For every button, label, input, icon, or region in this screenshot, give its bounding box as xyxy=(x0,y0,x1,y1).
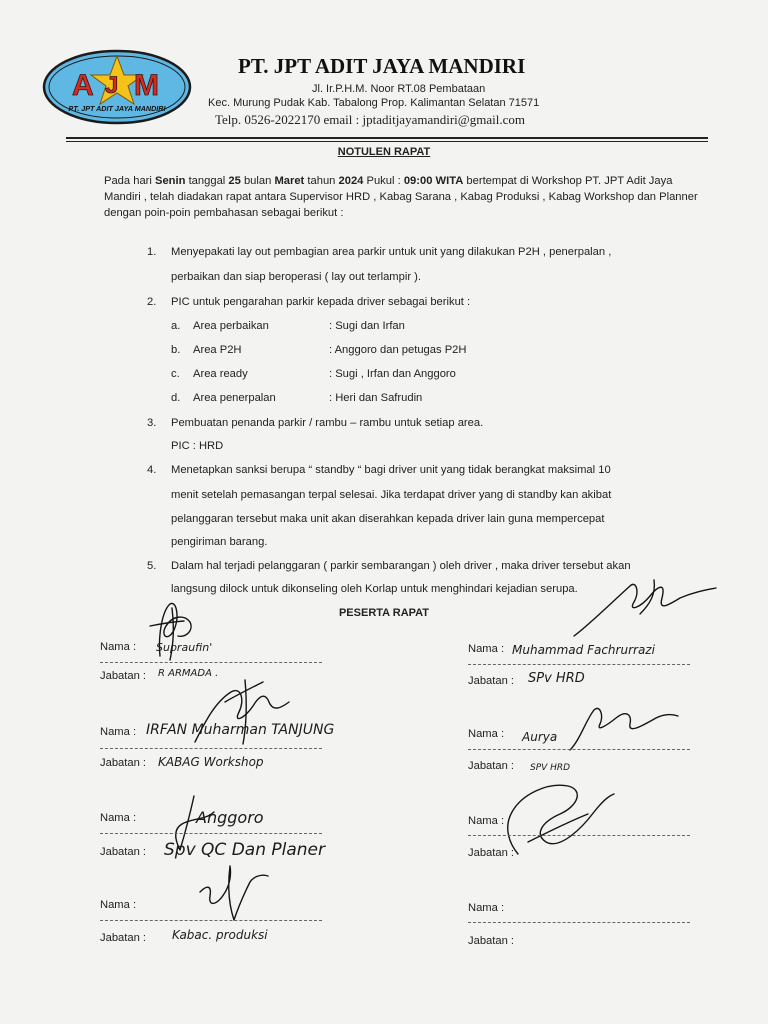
name-line xyxy=(100,662,322,663)
position-label: Jabatan : xyxy=(100,846,147,858)
svg-text:M: M xyxy=(134,69,159,102)
list-item-continued: menit setelah pemasangan terpal selesai. Jika terdapat driver yang di standby kan akibat xyxy=(171,489,612,501)
intro-paragraph: Pada hari Senin tanggal 25 bulan Maret tahun 2024 Pukul : 09:00 WITA bertempat di Workshop PT. JPT Adit Jaya Mandiri , telah diadakan rapat antara Supervisor HRD , Kabag Sarana , Kabag Produksi , Kabag Workshop dan Planner dengan poin-poin pembahasan sebagai berikut : xyxy=(104,175,698,219)
header-rule xyxy=(66,137,708,139)
contact-line: Telp. 0526-2022170 email : jptaditjayamandiri@gmail.com xyxy=(215,112,525,127)
list-item: Pembuatan penanda parkir / rambu – rambu untuk setiap area. xyxy=(171,417,484,429)
svg-text:A: A xyxy=(72,69,94,102)
position-label: Jabatan : xyxy=(100,670,147,682)
sub-item-letter: d. xyxy=(171,392,181,404)
name-line xyxy=(468,835,690,836)
name-label: Nama : xyxy=(468,815,505,827)
participant-name: Aurya xyxy=(522,730,558,744)
position-label: Jabatan : xyxy=(468,935,515,947)
participant-position: Spv QC Dan Planer xyxy=(164,840,326,860)
participant-name: IRFAN Muharman TANJUNG xyxy=(146,722,335,738)
list-item-continued: pelanggaran tersebut maka unit akan diserahkan kepada driver lain guna mempercepat xyxy=(171,513,605,525)
sub-item-pic: : Anggoro dan petugas P2H xyxy=(329,344,467,356)
position-label: Jabatan : xyxy=(100,757,147,769)
name-label: Nama : xyxy=(100,641,137,653)
document-title: NOTULEN RAPAT xyxy=(337,146,431,158)
item-number: 1. xyxy=(147,246,157,258)
name-label: Nama : xyxy=(468,728,505,740)
sub-item-pic: : Heri dan Safrudin xyxy=(329,392,423,404)
sub-item-letter: a. xyxy=(171,320,181,332)
name-label: Nama : xyxy=(100,812,137,824)
sub-item-area: Area P2H xyxy=(193,344,242,356)
name-line xyxy=(468,922,690,923)
list-item-continued: langsung dilock untuk dikonseling oleh Korlap untuk menghindari kejadian serupa. xyxy=(171,583,578,595)
participant-position: R ARMADA . xyxy=(158,668,219,679)
participant-name: Supraufin' xyxy=(156,641,213,654)
header-rule-thin xyxy=(66,141,708,142)
participant-position: SPv HRD xyxy=(528,671,585,686)
item-number: 5. xyxy=(147,560,157,572)
address-line-1: Jl. Ir.P.H.M. Noor RT.08 Pembataan xyxy=(312,83,486,95)
intro-month: Maret xyxy=(274,175,305,187)
sub-item-area: Area penerpalan xyxy=(193,392,276,404)
list-item: Menetapkan sanksi berupa “ standby “ bagi driver unit yang tidak berangkat maksimal 10 xyxy=(171,464,611,476)
participant-position: SPV HRD xyxy=(530,763,571,773)
item-number: 2. xyxy=(147,296,157,308)
logo-subtext: PT. JPT ADIT JAYA MANDIRI xyxy=(68,104,166,113)
address-line-2: Kec. Murung Pudak Kab. Tabalong Prop. Kalimantan Selatan 71571 xyxy=(208,97,540,109)
position-label: Jabatan : xyxy=(468,847,515,859)
sub-item-area: Area ready xyxy=(193,368,248,380)
svg-text:J: J xyxy=(105,72,119,99)
sub-item-area: Area perbaikan xyxy=(193,320,269,332)
signature-image xyxy=(140,596,213,666)
name-line xyxy=(100,833,322,834)
name-line xyxy=(100,920,322,921)
sub-item-pic: : Sugi , Irfan dan Anggoro xyxy=(329,368,456,380)
position-label: Jabatan : xyxy=(100,932,147,944)
signature-image xyxy=(560,700,680,760)
name-label: Nama : xyxy=(100,726,137,738)
intro-time: 09:00 WITA xyxy=(403,175,464,187)
list-item: PIC untuk pengarahan parkir kepada driver sebagai berikut : xyxy=(171,296,471,308)
position-label: Jabatan : xyxy=(468,760,515,772)
participant-position: KABAG Workshop xyxy=(158,755,264,769)
signature-image xyxy=(570,574,720,644)
name-line xyxy=(100,748,322,749)
signature-image xyxy=(185,672,295,752)
participants-title: PESERTA RAPAT xyxy=(338,607,430,619)
list-item: Dalam hal terjadi pelanggaran ( parkir sembarangan ) oleh driver , maka driver tersebut akan xyxy=(171,560,631,572)
list-item-continued: pengiriman barang. xyxy=(171,536,268,548)
signature-image xyxy=(498,772,618,864)
company-logo xyxy=(42,48,192,126)
name-label: Nama : xyxy=(468,643,505,655)
signature-image xyxy=(188,858,273,928)
name-line xyxy=(468,664,690,665)
sub-item-pic: : Sugi dan Irfan xyxy=(329,320,405,332)
list-item: Menyepakati lay out pembagian area parkir untuk unit yang dilakukan P2H , penerpalan , xyxy=(171,246,612,258)
company-name: PT. JPT ADIT JAYA MANDIRI xyxy=(238,54,526,78)
name-line xyxy=(468,749,690,750)
list-item-continued: PIC : HRD xyxy=(171,440,224,452)
intro-year: 2024 xyxy=(338,175,364,187)
intro-date: 25 xyxy=(228,175,241,187)
name-label: Nama : xyxy=(100,899,137,911)
participant-position: Kabac. produksi xyxy=(172,928,268,942)
item-number: 3. xyxy=(147,417,157,429)
name-label: Nama : xyxy=(468,902,505,914)
position-label: Jabatan : xyxy=(468,675,515,687)
participant-name: Muhammad Fachrurrazi xyxy=(512,643,655,657)
intro-day: Senin xyxy=(155,175,186,187)
participant-name: Anggoro xyxy=(196,808,264,827)
sub-item-letter: b. xyxy=(171,344,181,356)
list-item-continued: perbaikan dan siap beroperasi ( lay out terlampir ). xyxy=(171,271,421,283)
sub-item-letter: c. xyxy=(171,368,180,380)
item-number: 4. xyxy=(147,464,157,476)
